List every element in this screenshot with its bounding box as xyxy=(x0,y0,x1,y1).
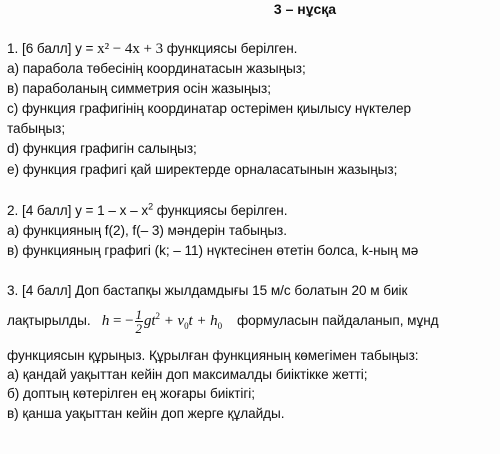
formula-t: t xyxy=(188,313,193,329)
fraction-denominator: 2 xyxy=(135,321,142,337)
task1-item-b: в) параболаның симметрия осін жазыңыз; xyxy=(7,81,271,96)
task3-formula-line xyxy=(7,308,439,335)
task1-item-c-line1: с) функция графигінің координатар остерімен қиылысу нүктелер xyxy=(7,101,412,116)
fraction-numerator: 1 xyxy=(135,307,142,323)
task2-intro xyxy=(7,202,287,220)
task1-intro-prefix: 1. [6 балл] y = xyxy=(7,41,98,56)
task3-line2-suffix: формуласын пайдаланып, мұнд xyxy=(236,313,439,328)
formula-squared: 2 xyxy=(155,311,160,321)
task1-intro xyxy=(7,40,297,58)
task2-intro-suffix: функциясы берілген. xyxy=(153,203,288,218)
task3-line2-prefix: лақтырылды. xyxy=(7,313,91,328)
task2-item-a: а) функцияның f(2), f(– 3) мәндерін табыңыз. xyxy=(7,223,287,238)
task1-formula: x² − 4x + 3 xyxy=(97,41,164,57)
formula-fraction xyxy=(135,308,143,335)
task2-item-b: в) функцияның графигі (k; – 11) нүктесінен өтетін болса, k-ның мә xyxy=(7,243,419,258)
task1-item-a: а) парабола төбесінің координатасын жазыңыз; xyxy=(7,61,306,76)
task2-exponent: 2 xyxy=(148,201,154,212)
task2-intro-prefix: 2. [4 балл] y = 1 – x – x xyxy=(7,203,149,218)
formula-v-subscript: 0 xyxy=(184,321,189,331)
formula-gt: gt xyxy=(143,313,156,329)
task1-item-d: d) функция графигін салыңыз; xyxy=(7,141,197,156)
task1-item-c-line2: табыңыз; xyxy=(7,121,66,136)
task3-item-a: а) қандай уақыттан кейін доп максималды биіктікке жетті; xyxy=(7,367,368,382)
formula-plus-h: + h xyxy=(192,313,218,329)
task1-item-e: е) функция графигі қай ширектерде орналасатынын жазыңыз; xyxy=(7,162,398,177)
task3-item-c: в) қанша уақыттан кейін доп жерге құлайды. xyxy=(7,406,285,421)
task1-intro-suffix: функциясы берілген. xyxy=(163,41,298,56)
formula-plus-v: + v xyxy=(160,313,185,329)
task3-item-b: б) доптың көтерілген ең жоғары биіктігі; xyxy=(7,386,256,401)
task3-formula xyxy=(101,307,223,337)
formula-h: h xyxy=(101,313,110,329)
formula-eq: = − xyxy=(109,313,134,329)
task3-intro: 3. [4 балл] Доп бастапқы жылдамдығы 15 м/с болатын 20 м биік xyxy=(7,283,408,298)
formula-h-subscript: 0 xyxy=(217,321,223,331)
task3-line3: функциясын құрыңыз. Құрылған функцияның көмегімен табыңыз: xyxy=(7,348,419,363)
variant-heading: 3 – нұсқа xyxy=(273,1,337,17)
